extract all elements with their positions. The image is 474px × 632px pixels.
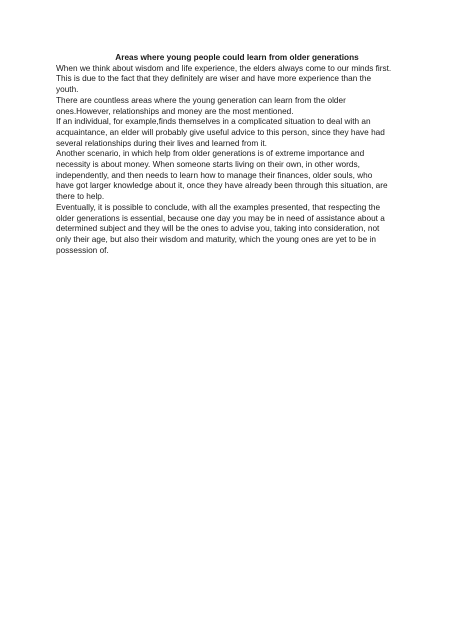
document-title: Areas where young people could learn from older generations — [115, 53, 359, 62]
paragraph-areas — [56, 96, 418, 117]
paragraph-line: possession of. — [56, 245, 109, 255]
paragraph-line: independently, and then needs to learn how to manage their finances, older souls, who — [56, 170, 373, 180]
paragraph-line: older generations is essential, because one day you may be in need of assistance about a — [56, 213, 385, 223]
paragraph-line: there to help. — [56, 192, 105, 202]
paragraph-money — [56, 149, 418, 203]
paragraph-line: Another scenario, in which help from older generations is of extreme importance and — [56, 149, 365, 159]
paragraph-line: If an individual, for example,finds themselves in a complicated situation to deal with an — [56, 117, 371, 127]
paragraph-line: Eventually, it is possible to conclude, with all the examples presented, that respecting the — [56, 202, 381, 212]
paragraph-line: ones.However, relationships and money are the most mentioned. — [56, 106, 294, 116]
paragraph-line: have got larger knowledge about it, once they have already been through this situation, are — [56, 181, 388, 191]
paragraph-line: youth. — [56, 85, 79, 95]
paragraph-line: acquaintance, an elder will probably give useful advice to this person, since they have had — [56, 127, 385, 137]
paragraph-intro — [56, 64, 418, 96]
document-body — [56, 53, 418, 256]
paragraph-line: This is due to the fact that they definitely are wiser and have more experience than the — [56, 74, 372, 84]
paragraph-line: necessity is about money. When someone starts living on their own, in other words, — [56, 160, 360, 170]
paragraph-line: only their age, but also their wisdom and maturity, which the young ones are yet to be in — [56, 234, 376, 244]
paragraph-line: There are countless areas where the young generation can learn from the older — [56, 95, 346, 105]
paragraph-relationships — [56, 117, 418, 149]
paragraph-conclusion — [56, 203, 418, 257]
paragraph-line: several relationships during their lives and learned from it. — [56, 138, 267, 148]
paragraph-line: When we think about wisdom and life experience, the elders always come to our minds first. — [56, 63, 392, 73]
paragraph-line: determined subject and they will be the ones to advise you, taking into consideration, not — [56, 224, 380, 234]
